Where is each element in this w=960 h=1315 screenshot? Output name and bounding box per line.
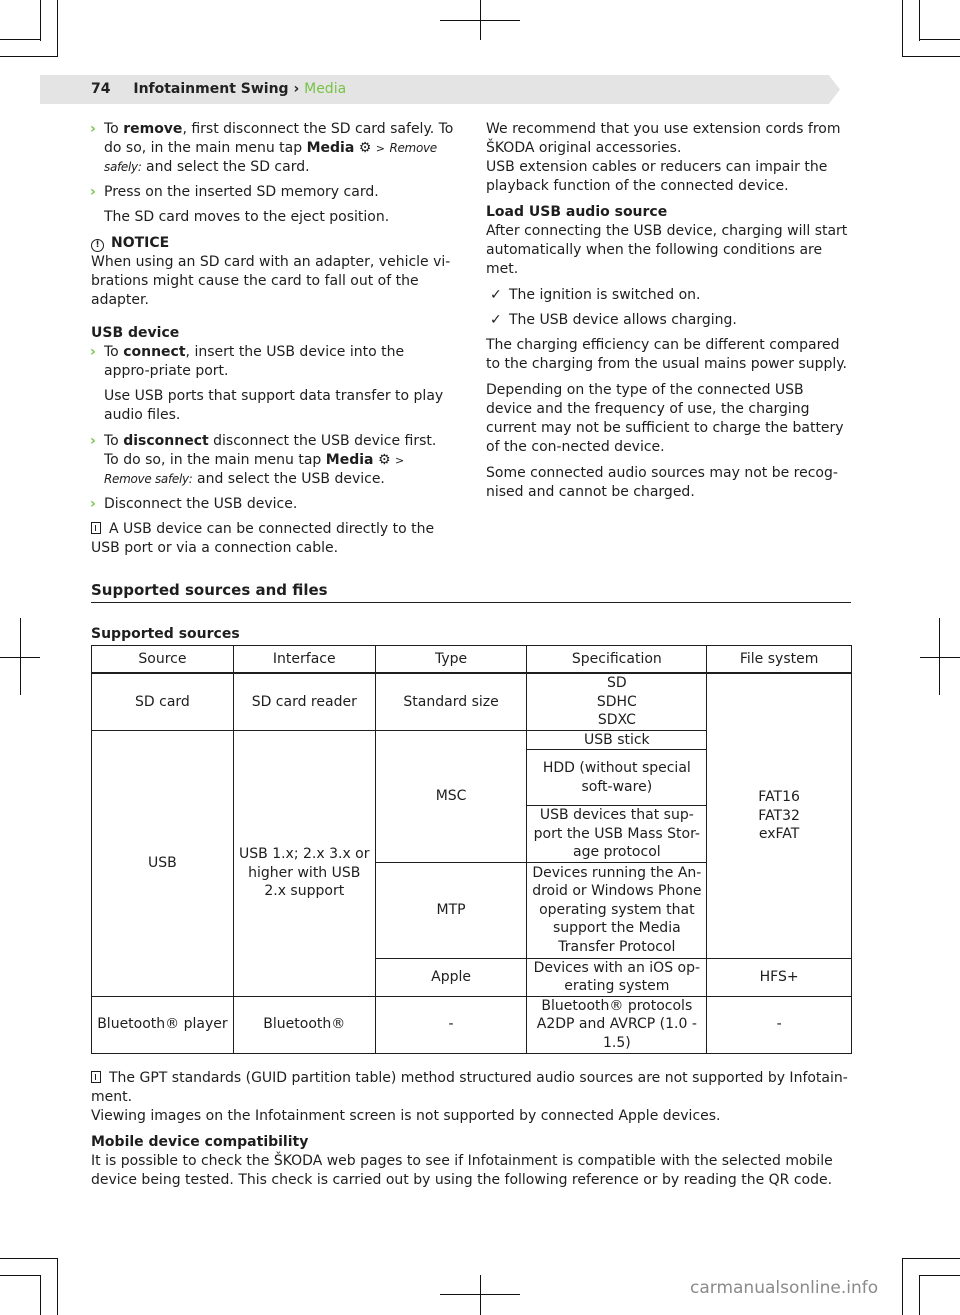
notice-icon: ! (91, 239, 104, 252)
text: USB extension cables or reducers can impair the playback function of the connected device. (486, 159, 828, 194)
note-text: Viewing images on the Infotainment screen is not supported by connected Apple devices. (91, 1108, 721, 1124)
spec-value: SDXC (597, 712, 636, 728)
keyword-connect: connect (123, 344, 186, 360)
connect-step (91, 343, 454, 381)
table-cell: Devices with an iOS op-erating system (527, 958, 707, 996)
usb-heading: USB device (91, 325, 180, 341)
text: and select the SD card. (141, 159, 310, 175)
fs-value: exFAT (758, 826, 800, 842)
info-note-icon (91, 522, 101, 534)
chevron-right-icon: › (90, 344, 96, 360)
crop-mark (0, 1275, 41, 1276)
spec-value: SD (607, 675, 627, 691)
crop-mark (919, 1275, 920, 1315)
text: To (104, 433, 124, 449)
table-cell: MTP (375, 862, 527, 958)
right-column (486, 120, 854, 509)
crop-mark (0, 56, 58, 57)
text: To (104, 121, 124, 137)
menu-path: Remove safely: (104, 141, 437, 174)
chevron-small-icon: > (394, 454, 405, 467)
left-column (91, 120, 454, 565)
crop-mark (902, 56, 960, 57)
text: To (104, 344, 124, 360)
spec-value: SDHC (596, 693, 637, 710)
keyword-remove: remove (123, 121, 183, 137)
table-row (92, 673, 852, 730)
usb-note (91, 520, 454, 558)
text: The USB device allows charging. (509, 312, 737, 328)
checkmark-icon: ✓ (490, 287, 502, 303)
text: and select the USB device. (192, 471, 385, 487)
column-header: Specification (527, 646, 707, 674)
table-cell: Bluetooth® (233, 996, 375, 1053)
section-title: Supported sources and files (91, 581, 328, 599)
table-cell: SD card (92, 673, 234, 730)
chevron-right-icon: › (90, 496, 96, 512)
chevron-right-icon: › (90, 184, 96, 200)
paragraph: The charging efficiency can be different compared to the charging from the usual mains power supply. (486, 337, 848, 372)
table-header-row (92, 646, 852, 674)
crop-mark (919, 0, 920, 41)
paragraph: Depending on the type of the connected USB device and the frequency of use, the charging current may not be sufficient to charge the battery of the con-nected device. (486, 382, 844, 455)
condition-item (486, 286, 854, 305)
crop-mark (57, 0, 58, 56)
chevron-small-icon: > (375, 142, 385, 155)
page-header (91, 81, 346, 97)
table-cell: USB (92, 730, 234, 996)
keyword-disconnect: disconnect (123, 433, 209, 449)
paragraph (486, 120, 854, 196)
table-cell: SD card reader (233, 673, 375, 730)
bottom-section (91, 1069, 856, 1197)
supported-sources-table (91, 645, 852, 1054)
load-usb-heading: Load USB audio source (486, 204, 668, 220)
settings-icon: ⚙ (377, 452, 391, 468)
table-cell: MSC (375, 730, 527, 862)
checkmark-icon: ✓ (490, 312, 502, 328)
text: Disconnect the USB device. (104, 496, 298, 512)
breadcrumb-section: Media (304, 81, 347, 97)
settings-icon: ⚙ (358, 140, 372, 156)
note-text: A USB device can be connected directly to the USB port or via a connection cable. (91, 521, 435, 556)
note-text: The GPT standards (GUID partition table) method structured audio sources are not supported by Infotain-ment. (91, 1070, 848, 1105)
notice-title: NOTICE (111, 235, 170, 251)
info-note-icon (91, 1071, 101, 1083)
crop-mark (20, 618, 21, 695)
table-cell (707, 673, 852, 958)
disconnect-step (91, 432, 454, 489)
press-step (91, 183, 454, 202)
table-cell: HFS+ (707, 958, 852, 996)
crop-mark (40, 0, 41, 41)
table-cell: USB stick (527, 730, 707, 750)
text: We recommend that you use extension cords from ŠKODA original accessories. (486, 121, 841, 156)
mobile-compat-heading: Mobile device compatibility (91, 1134, 309, 1150)
crop-mark (57, 1258, 58, 1315)
remove-step (91, 120, 454, 177)
crop-mark (0, 1258, 58, 1259)
column-header: File system (707, 646, 852, 674)
crop-mark (919, 1275, 960, 1276)
paragraph: Some connected audio sources may not be recog-nised and cannot be charged. (486, 465, 838, 500)
column-header: Interface (233, 646, 375, 674)
table-cell (527, 673, 707, 730)
connect-result: Use USB ports that support data transfer to play audio files. (104, 388, 444, 423)
menu-media: Media (306, 140, 355, 156)
table-cell: - (375, 996, 527, 1053)
gpt-note (91, 1069, 856, 1126)
table-title: Supported sources (91, 626, 240, 642)
crop-mark (919, 39, 960, 40)
notice-text: When using an SD card with an adapter, vehicle vi-brations might cause the card to fall out of the adapter. (91, 254, 451, 308)
table-cell: Standard size (375, 673, 527, 730)
notice-heading (91, 234, 454, 253)
crop-mark (902, 1258, 903, 1315)
breadcrumb-separator: › (293, 81, 300, 97)
crop-mark (0, 39, 41, 40)
crop-mark (40, 1275, 41, 1315)
table-cell: Bluetooth® player (92, 996, 234, 1053)
mobile-compat-text: It is possible to check the ŠKODA web pages to see if Infotainment is compatible with the selected mobile device being tested. This check is carried out by using the following reference or by reading the QR code. (91, 1153, 833, 1188)
chevron-right-icon: › (90, 433, 96, 449)
crop-mark (480, 1275, 481, 1315)
text: disconnect the USB device first. To do so, in the main menu tap (104, 433, 437, 468)
fs-value: FAT32 (758, 807, 800, 824)
column-header: Type (375, 646, 527, 674)
menu-media: Media (325, 452, 374, 468)
disconnect-step-2 (91, 495, 454, 514)
watermark: carmanualsonline.info (690, 1278, 879, 1298)
fs-value: FAT16 (758, 789, 800, 805)
table-cell: Devices running the An-droid or Windows Phone operating system that support the Media Transfer Protocol (527, 862, 707, 958)
text: The ignition is switched on. (509, 287, 701, 303)
crop-mark (939, 618, 940, 695)
page-number: 74 (91, 81, 111, 97)
condition-item (486, 311, 854, 330)
text: Press on the inserted SD memory card. (104, 184, 379, 200)
table-cell: - (707, 996, 852, 1053)
table-cell: Apple (375, 958, 527, 996)
table-cell: Bluetooth® protocols A2DP and AVRCP (1.0 - 1.5) (527, 996, 707, 1053)
menu-path: Remove safely: (104, 472, 193, 486)
chevron-right-icon: › (90, 121, 96, 137)
crop-mark (920, 657, 960, 658)
table-cell: USB devices that sup-port the USB Mass Stor-age protocol (527, 806, 707, 863)
load-usb-text: After connecting the USB device, charging will start automatically when the following conditions are met. (486, 223, 848, 277)
crop-mark (902, 1258, 960, 1259)
table-cell: HDD (without special soft-ware) (527, 750, 707, 806)
press-result: The SD card moves to the eject position. (104, 209, 390, 225)
table-cell: USB 1.x; 2.x 3.x or higher with USB 2.x support (233, 730, 375, 996)
crop-mark (480, 0, 481, 40)
text: , first disconnect the SD card safely. To do so, in the main menu tap (104, 121, 454, 156)
crop-mark (902, 0, 903, 56)
column-header: Source (92, 646, 234, 674)
table-row (92, 996, 852, 1053)
text: , insert the USB device into the appro-priate port. (104, 344, 405, 379)
section-divider (91, 602, 851, 603)
chapter-title: Infotainment Swing (133, 81, 289, 97)
